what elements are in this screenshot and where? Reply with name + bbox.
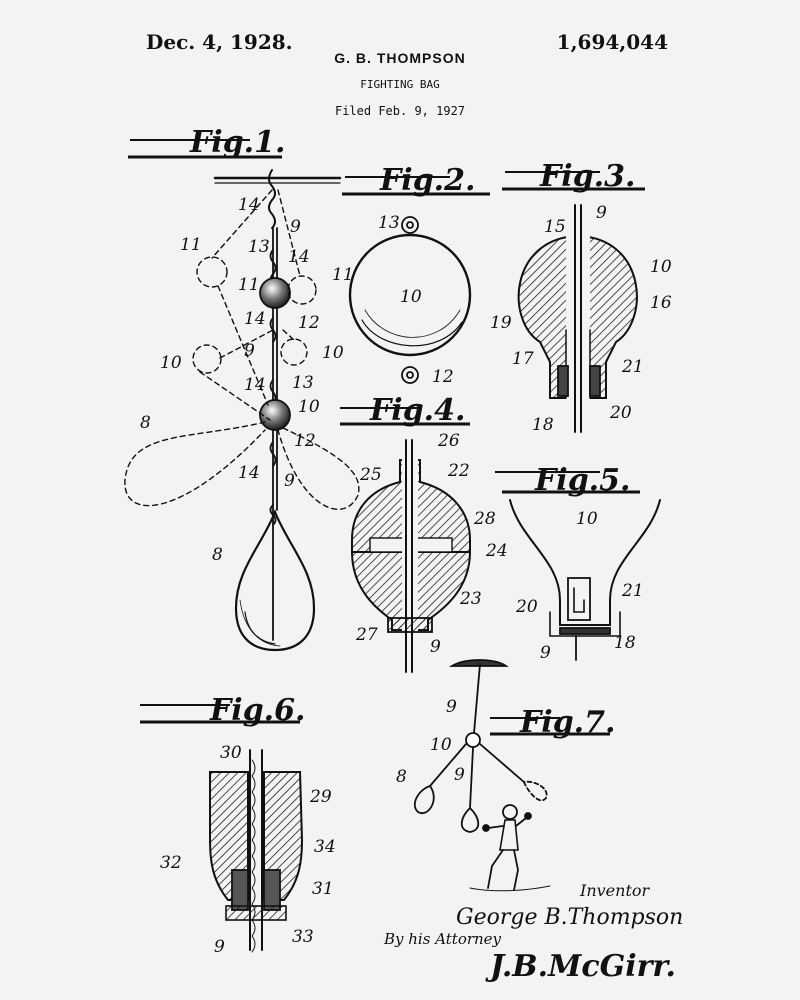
fig7-label: Fig.7.: [520, 705, 616, 740]
ref-numeral: 14: [238, 463, 260, 483]
ref-numeral: 13: [248, 237, 270, 257]
fig5-label: Fig.5.: [535, 463, 631, 498]
fig6-drawing: [210, 750, 302, 952]
ref-numeral: 9: [454, 765, 465, 785]
ref-numeral: 20: [516, 597, 538, 617]
ref-numeral: 10: [430, 735, 452, 755]
ref-numeral: 10: [160, 353, 182, 373]
ref-numeral: 10: [400, 287, 422, 307]
ref-numeral: 9: [214, 937, 225, 957]
ref-numeral: 30: [220, 743, 242, 763]
ref-numeral: 21: [622, 357, 644, 377]
fig3-drawing: [519, 205, 637, 432]
ref-numeral: 15: [544, 217, 566, 237]
ref-numeral: 18: [614, 633, 636, 653]
fig7-refs: [396, 697, 465, 787]
ref-numeral: 29: [310, 787, 332, 807]
ref-numeral: 20: [610, 403, 632, 423]
ref-numeral: 9: [446, 697, 457, 717]
ref-numeral: 33: [292, 927, 314, 947]
fig1-label: Fig.1.: [190, 125, 286, 160]
ref-numeral: 9: [540, 643, 551, 663]
ref-numeral: 25: [360, 465, 382, 485]
fig2-label: Fig.2.: [380, 163, 476, 198]
fig4-label: Fig.4.: [370, 393, 466, 428]
patent-title: FIGHTING BAG: [360, 78, 440, 91]
ref-numeral: 10: [298, 397, 320, 417]
ref-numeral: 23: [460, 589, 482, 609]
ref-numeral: 19: [490, 313, 512, 333]
ref-numeral: 18: [532, 415, 554, 435]
ref-numeral: 8: [140, 413, 151, 433]
ref-numeral: 9: [284, 471, 295, 491]
ref-numeral: 28: [474, 509, 496, 529]
inventor-name: George B.Thompson: [456, 905, 684, 930]
ref-numeral: 22: [448, 461, 470, 481]
fig1-drawing: [125, 170, 359, 650]
ref-numeral: 11: [238, 275, 260, 295]
ref-numeral: 32: [160, 853, 182, 873]
ref-numeral: 14: [288, 247, 310, 267]
attorney-label: By his Attorney: [384, 930, 502, 948]
ref-numeral: 14: [244, 375, 266, 395]
inventor-label: Inventor: [580, 881, 650, 900]
fig5-refs: [515, 509, 644, 663]
ref-numeral: 8: [396, 767, 407, 787]
ref-numeral: 9: [290, 217, 301, 237]
ref-numeral: 17: [512, 349, 534, 369]
fig1-refs: [140, 195, 354, 565]
signature-block: [383, 881, 683, 984]
ref-numeral: 16: [650, 293, 672, 313]
ref-numeral: 26: [438, 431, 460, 451]
ref-numeral: 8: [212, 545, 223, 565]
ref-numeral: 34: [314, 837, 336, 857]
fig7-drawing: [415, 660, 550, 891]
ref-numeral: 9: [596, 203, 607, 223]
ref-numeral: 12: [294, 431, 316, 451]
ref-numeral: 14: [244, 309, 266, 329]
ref-numeral: 13: [292, 373, 314, 393]
ref-numeral: 31: [312, 879, 334, 899]
ref-numeral: 14: [238, 195, 260, 215]
ref-numeral: 12: [432, 367, 454, 387]
fig3-label: Fig.3.: [540, 159, 636, 194]
ref-numeral: 9: [430, 637, 441, 657]
ref-numeral: 24: [486, 541, 508, 561]
ref-numeral: 10: [322, 343, 344, 363]
ref-numeral: 12: [298, 313, 320, 333]
patent-number: 1,694,044: [556, 30, 668, 54]
fig6-label: Fig.6.: [210, 693, 306, 728]
ref-numeral: 27: [356, 625, 378, 645]
inventor-heading: G. B. THOMPSON: [334, 50, 466, 66]
ref-numeral: 10: [650, 257, 672, 277]
filed-date: Filed Feb. 9, 1927: [334, 104, 466, 118]
ref-numeral: 11: [332, 265, 354, 285]
ref-numeral: 10: [576, 509, 598, 529]
patent-date: Dec. 4, 1928.: [146, 30, 293, 54]
ref-numeral: 9: [244, 341, 255, 361]
ref-numeral: 11: [180, 235, 202, 255]
ref-numeral: 13: [378, 213, 400, 233]
ref-numeral: 21: [622, 581, 644, 601]
attorney-signature: J.B.McGirr.: [490, 949, 676, 984]
